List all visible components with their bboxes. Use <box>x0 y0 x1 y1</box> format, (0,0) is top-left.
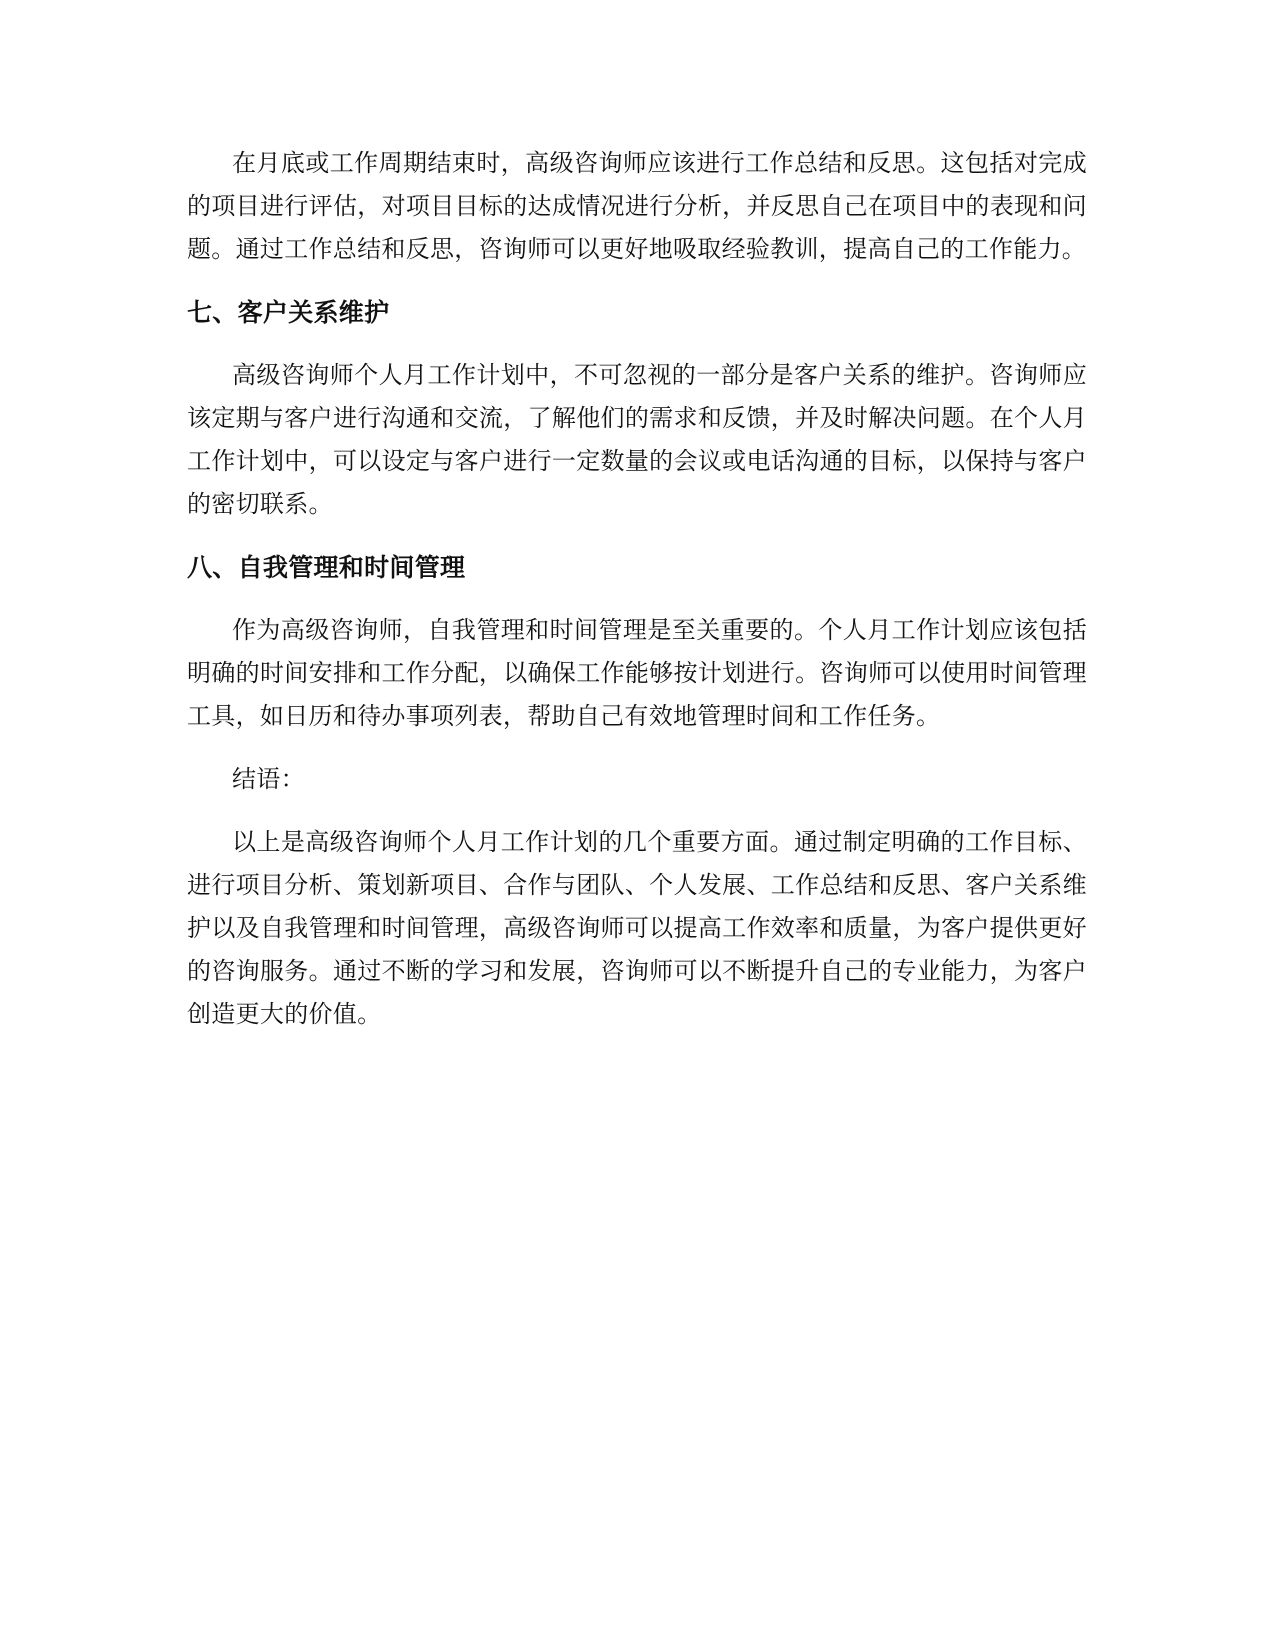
heading-client-relationship: 七、客户关系维护 <box>187 298 390 327</box>
document-content <box>187 142 1087 1036</box>
conclusion-label: 结语： <box>232 765 305 793</box>
heading-self-time-management: 八、自我管理和时间管理 <box>187 553 466 582</box>
paragraph-conclusion: 以上是高级咨询师个人月工作计划的几个重要方面。通过制定明确的工作目标、进行项目分析、策划新项目、合作与团队、个人发展、工作总结和反思、客户关系维护以及自我管理和时间管理，高级咨询师可以提高工作效率和质量，为客户提供更好的咨询服务。通过不断的学习和发展，咨询师可以不断提升自己的专业能力，为客户创造更大的价值。 <box>187 828 1087 1028</box>
paragraph-self-time-management: 作为高级咨询师，自我管理和时间管理是至关重要的。个人月工作计划应该包括明确的时间安排和工作分配，以确保工作能够按计划进行。咨询师可以使用时间管理工具，如日历和待办事项列表，帮助自己有效地管理时间和工作任务。 <box>187 616 1087 730</box>
paragraph-work-summary: 在月底或工作周期结束时，高级咨询师应该进行工作总结和反思。这包括对完成的项目进行评估，对项目目标的达成情况进行分析，并反思自己在项目中的表现和问题。通过工作总结和反思，咨询师可以更好地吸取经验教训，提高自己的工作能力。 <box>187 149 1087 263</box>
paragraph-client-relationship: 高级咨询师个人月工作计划中，不可忽视的一部分是客户关系的维护。咨询师应该定期与客户进行沟通和交流，了解他们的需求和反馈，并及时解决问题。在个人月工作计划中，可以设定与客户进行一定数量的会议或电话沟通的目标，以保持与客户的密切联系。 <box>187 361 1087 518</box>
